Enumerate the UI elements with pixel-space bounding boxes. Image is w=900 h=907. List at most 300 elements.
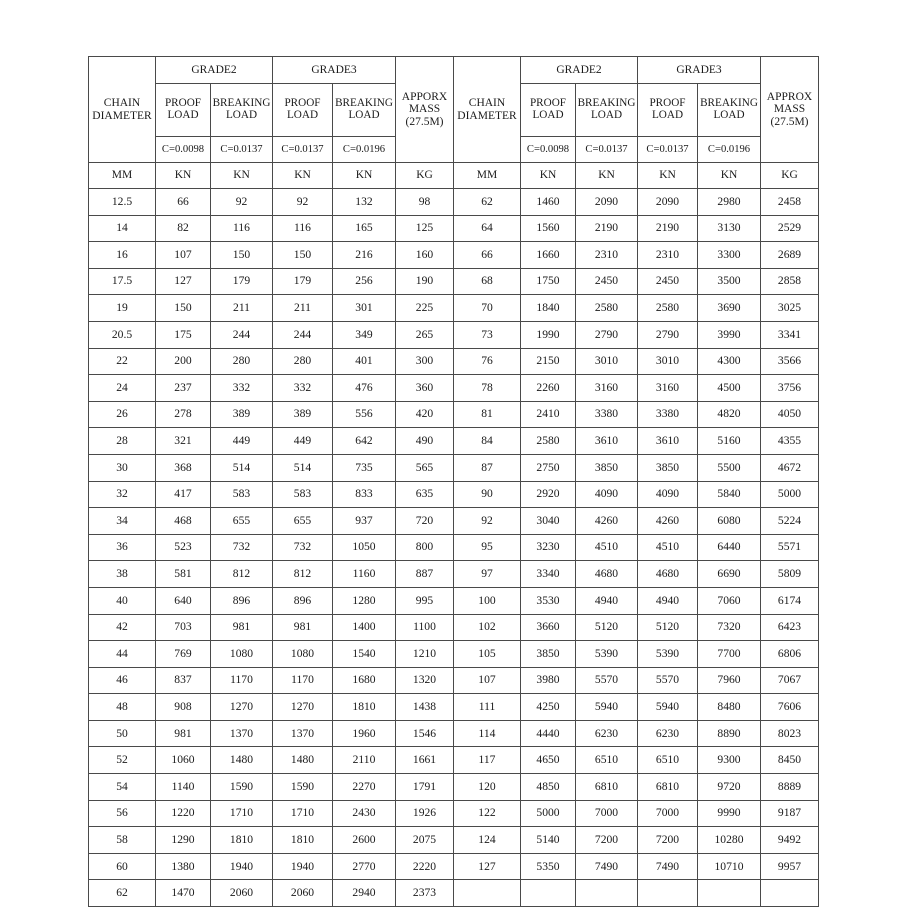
header-g2-proof-right <box>521 84 576 137</box>
table-cell: 4820 <box>698 401 761 428</box>
table-cell: 6810 <box>638 774 698 801</box>
table-cell: 7320 <box>698 614 761 641</box>
table-cell: 3500 <box>698 268 761 295</box>
table-cell: 2110 <box>333 747 396 774</box>
table-body <box>89 189 819 907</box>
table-cell: 244 <box>211 321 273 348</box>
table-row <box>89 827 819 854</box>
table-cell: 2090 <box>576 189 638 216</box>
table-cell: 6806 <box>761 641 819 668</box>
table-cell: 7960 <box>698 667 761 694</box>
table-cell: 52 <box>89 747 156 774</box>
table-cell: 7700 <box>698 641 761 668</box>
header-approx-mass-left <box>396 57 454 163</box>
unit-g3-breaking-right: KN <box>698 163 761 189</box>
label-breaking: BREAKING <box>335 97 393 110</box>
table-cell: 8450 <box>761 747 819 774</box>
table-header <box>89 57 819 189</box>
table-cell: 179 <box>211 268 273 295</box>
table-cell: 6080 <box>698 508 761 535</box>
table-cell: 20.5 <box>89 321 156 348</box>
table-cell: 111 <box>454 694 521 721</box>
table-row <box>89 694 819 721</box>
table-cell: 102 <box>454 614 521 641</box>
table-row <box>89 667 819 694</box>
unit-g2-breaking-right: KN <box>576 163 638 189</box>
table-cell: 122 <box>454 800 521 827</box>
table-cell: 8890 <box>698 720 761 747</box>
header-g2-breaking-right <box>576 84 638 137</box>
table-cell: 1710 <box>273 800 333 827</box>
table-cell: 2858 <box>761 268 819 295</box>
table-cell: 7000 <box>576 800 638 827</box>
table-cell: 3756 <box>761 375 819 402</box>
unit-g3-proof-right: KN <box>638 163 698 189</box>
table-row <box>89 641 819 668</box>
table-cell: 4300 <box>698 348 761 375</box>
table-cell: 5350 <box>521 853 576 880</box>
table-cell: 7200 <box>576 827 638 854</box>
table-cell: 1810 <box>333 694 396 721</box>
table-cell: 837 <box>156 667 211 694</box>
table-cell: 38 <box>89 561 156 588</box>
coef-g3-proof-right: C=0.0137 <box>638 137 698 163</box>
table-cell: 7067 <box>761 667 819 694</box>
table-cell <box>698 880 761 907</box>
table-row <box>89 215 819 242</box>
table-cell: 332 <box>273 375 333 402</box>
table-cell: 1840 <box>521 295 576 322</box>
table-cell: 581 <box>156 561 211 588</box>
label-load: LOAD <box>286 109 319 121</box>
table-cell: 1480 <box>211 747 273 774</box>
header-mass-right-line3: (27.5M) <box>770 115 809 128</box>
table-cell: 2090 <box>638 189 698 216</box>
table-cell: 5390 <box>638 641 698 668</box>
label-breaking: BREAKING <box>700 97 758 110</box>
header-mass-left-line3: (27.5M) <box>405 115 444 128</box>
table-cell: 62 <box>89 880 156 907</box>
table-cell: 66 <box>156 189 211 216</box>
table-cell: 4510 <box>638 534 698 561</box>
table-cell: 642 <box>333 428 396 455</box>
table-cell: 2790 <box>638 321 698 348</box>
header-g2-breaking-left <box>211 84 273 137</box>
table-cell: 124 <box>454 827 521 854</box>
table-cell: 1940 <box>211 853 273 880</box>
table-cell: 190 <box>396 268 454 295</box>
table-cell: 896 <box>273 587 333 614</box>
table-cell: 2450 <box>576 268 638 295</box>
table-cell: 107 <box>454 667 521 694</box>
table-cell: 3380 <box>638 401 698 428</box>
table-cell: 6230 <box>576 720 638 747</box>
unit-g2-proof-left: KN <box>156 163 211 189</box>
table-cell: 1438 <box>396 694 454 721</box>
table-cell: 1470 <box>156 880 211 907</box>
table-cell: 280 <box>211 348 273 375</box>
table-cell: 117 <box>454 747 521 774</box>
table-cell: 6230 <box>638 720 698 747</box>
table-cell: 1750 <box>521 268 576 295</box>
table-cell: 76 <box>454 348 521 375</box>
header-chain-line2: DIAMETER <box>92 109 152 122</box>
table-cell: 5570 <box>638 667 698 694</box>
table-cell: 490 <box>396 428 454 455</box>
unit-g3-proof-left: KN <box>273 163 333 189</box>
table-cell <box>761 880 819 907</box>
table-cell: 1370 <box>211 720 273 747</box>
table-cell: 2260 <box>521 375 576 402</box>
table-cell: 349 <box>333 321 396 348</box>
table-cell: 36 <box>89 534 156 561</box>
table-cell: 116 <box>273 215 333 242</box>
table-cell: 1140 <box>156 774 211 801</box>
table-cell: 2580 <box>576 295 638 322</box>
table-cell: 1400 <box>333 614 396 641</box>
table-cell: 40 <box>89 587 156 614</box>
table-cell: 1810 <box>211 827 273 854</box>
table-cell: 1100 <box>396 614 454 641</box>
table-cell: 937 <box>333 508 396 535</box>
coef-g3-breaking-left: C=0.0196 <box>333 137 396 163</box>
table-cell: 116 <box>211 215 273 242</box>
chain-specification-table <box>88 56 819 907</box>
table-cell: 4250 <box>521 694 576 721</box>
table-row <box>89 774 819 801</box>
table-cell: 8480 <box>698 694 761 721</box>
label-proof: PROOF <box>649 97 686 110</box>
table-cell: 4260 <box>638 508 698 535</box>
table-cell: 800 <box>396 534 454 561</box>
label-load: LOAD <box>713 109 745 121</box>
table-cell: 56 <box>89 800 156 827</box>
table-cell: 2458 <box>761 189 819 216</box>
header-grade2-left: GRADE2 <box>156 57 273 84</box>
table-cell: 368 <box>156 454 211 481</box>
table-cell: 5224 <box>761 508 819 535</box>
table-cell: 583 <box>211 481 273 508</box>
coef-g3-proof-left: C=0.0137 <box>273 137 333 163</box>
table-cell: 1280 <box>333 587 396 614</box>
table-cell: 150 <box>273 242 333 269</box>
table-cell: 120 <box>454 774 521 801</box>
table-cell: 10280 <box>698 827 761 854</box>
table-cell: 5571 <box>761 534 819 561</box>
table-cell: 50 <box>89 720 156 747</box>
table-cell: 4260 <box>576 508 638 535</box>
table-row <box>89 375 819 402</box>
table-cell: 7060 <box>698 587 761 614</box>
table-cell: 635 <box>396 481 454 508</box>
table-cell: 5120 <box>576 614 638 641</box>
table-cell: 7490 <box>576 853 638 880</box>
label-breaking: BREAKING <box>212 97 271 110</box>
table-cell: 1810 <box>273 827 333 854</box>
table-cell: 175 <box>156 321 211 348</box>
table-cell: 87 <box>454 454 521 481</box>
table-row <box>89 853 819 880</box>
table-cell: 3160 <box>576 375 638 402</box>
table-cell: 1680 <box>333 667 396 694</box>
table-cell: 16 <box>89 242 156 269</box>
table-cell: 2190 <box>576 215 638 242</box>
table-cell: 981 <box>273 614 333 641</box>
table-cell: 449 <box>211 428 273 455</box>
table-cell: 3566 <box>761 348 819 375</box>
table-cell: 1080 <box>211 641 273 668</box>
table-cell: 9720 <box>698 774 761 801</box>
table-cell: 114 <box>454 720 521 747</box>
header-row-grade <box>89 57 819 84</box>
table-cell: 8023 <box>761 720 819 747</box>
table-cell: 4940 <box>638 587 698 614</box>
table-cell: 1710 <box>211 800 273 827</box>
table-cell: 4440 <box>521 720 576 747</box>
table-cell: 32 <box>89 481 156 508</box>
table-cell: 2150 <box>521 348 576 375</box>
table-cell: 468 <box>156 508 211 535</box>
table-cell: 1160 <box>333 561 396 588</box>
table-cell: 735 <box>333 454 396 481</box>
table-cell: 401 <box>333 348 396 375</box>
table-cell: 1660 <box>521 242 576 269</box>
table-cell: 1060 <box>156 747 211 774</box>
header-g2-proof-left <box>156 84 211 137</box>
table-cell: 3010 <box>576 348 638 375</box>
table-cell: 833 <box>333 481 396 508</box>
table-row <box>89 508 819 535</box>
table-cell: 92 <box>211 189 273 216</box>
table-cell: 301 <box>333 295 396 322</box>
header-chain-line2-right: DIAMETER <box>457 109 517 122</box>
unit-mass-left: KG <box>396 163 454 189</box>
table-cell: 70 <box>454 295 521 322</box>
table-cell: 42 <box>89 614 156 641</box>
table-cell: 360 <box>396 375 454 402</box>
table-cell <box>521 880 576 907</box>
table-cell: 812 <box>211 561 273 588</box>
table-cell: 2310 <box>638 242 698 269</box>
table-cell: 5570 <box>576 667 638 694</box>
table-cell: 2940 <box>333 880 396 907</box>
table-cell: 1540 <box>333 641 396 668</box>
table-cell: 5940 <box>638 694 698 721</box>
table-row <box>89 880 819 907</box>
table-cell: 332 <box>211 375 273 402</box>
table-cell: 24 <box>89 375 156 402</box>
table-cell: 1791 <box>396 774 454 801</box>
table-cell <box>454 880 521 907</box>
table-cell: 14 <box>89 215 156 242</box>
table-cell: 3850 <box>576 454 638 481</box>
table-cell: 812 <box>273 561 333 588</box>
table-row <box>89 321 819 348</box>
table-cell: 1210 <box>396 641 454 668</box>
table-cell: 78 <box>454 375 521 402</box>
table-cell: 132 <box>333 189 396 216</box>
table-cell: 1270 <box>211 694 273 721</box>
table-cell: 896 <box>211 587 273 614</box>
table-cell: 1290 <box>156 827 211 854</box>
header-chain-line1-right: CHAIN <box>468 97 506 110</box>
table-cell: 9300 <box>698 747 761 774</box>
table-row <box>89 454 819 481</box>
table-row <box>89 428 819 455</box>
table-cell: 6510 <box>576 747 638 774</box>
table-row <box>89 747 819 774</box>
table-cell: 34 <box>89 508 156 535</box>
table-cell: 2410 <box>521 401 576 428</box>
table-row <box>89 800 819 827</box>
unit-mass-right: KG <box>761 163 819 189</box>
table-cell: 127 <box>454 853 521 880</box>
table-cell: 107 <box>156 242 211 269</box>
table-cell: 6440 <box>698 534 761 561</box>
table-row <box>89 720 819 747</box>
table-cell: 92 <box>454 508 521 535</box>
unit-g2-breaking-left: KN <box>211 163 273 189</box>
table-row <box>89 295 819 322</box>
header-mass-right-line2: MASS <box>773 103 806 116</box>
table-cell: 4672 <box>761 454 819 481</box>
table-cell: 4940 <box>576 587 638 614</box>
table-cell: 4355 <box>761 428 819 455</box>
table-cell: 5140 <box>521 827 576 854</box>
table-cell: 2310 <box>576 242 638 269</box>
table-cell: 244 <box>273 321 333 348</box>
table-cell: 4500 <box>698 375 761 402</box>
table-cell: 3341 <box>761 321 819 348</box>
header-g3-proof-left <box>273 84 333 137</box>
table-cell: 1320 <box>396 667 454 694</box>
table-cell: 6810 <box>576 774 638 801</box>
table-cell: 66 <box>454 242 521 269</box>
label-load: LOAD <box>651 109 684 121</box>
table-cell: 90 <box>454 481 521 508</box>
table-cell: 73 <box>454 321 521 348</box>
table-cell: 2600 <box>333 827 396 854</box>
table-cell: 4090 <box>638 481 698 508</box>
table-cell: 6690 <box>698 561 761 588</box>
table-cell: 3990 <box>698 321 761 348</box>
label-proof: PROOF <box>529 97 567 110</box>
table-cell: 58 <box>89 827 156 854</box>
table-row <box>89 268 819 295</box>
table-cell: 640 <box>156 587 211 614</box>
table-row <box>89 189 819 216</box>
table-cell: 5390 <box>576 641 638 668</box>
table-cell: 1560 <box>521 215 576 242</box>
table-cell: 2920 <box>521 481 576 508</box>
table-cell: 6423 <box>761 614 819 641</box>
table-cell: 8889 <box>761 774 819 801</box>
table-cell: 3010 <box>638 348 698 375</box>
table-cell: 3025 <box>761 295 819 322</box>
table-cell: 1080 <box>273 641 333 668</box>
header-grade3-left: GRADE3 <box>273 57 396 84</box>
table-cell: 514 <box>273 454 333 481</box>
table-cell: 81 <box>454 401 521 428</box>
table-cell: 278 <box>156 401 211 428</box>
table-cell: 22 <box>89 348 156 375</box>
coef-g2-proof-left: C=0.0098 <box>156 137 211 163</box>
table-cell: 1370 <box>273 720 333 747</box>
table-cell: 3130 <box>698 215 761 242</box>
table-cell: 2790 <box>576 321 638 348</box>
table-cell: 4090 <box>576 481 638 508</box>
header-grade2-right: GRADE2 <box>521 57 638 84</box>
table-cell: 265 <box>396 321 454 348</box>
table-cell: 389 <box>273 401 333 428</box>
table-cell: 3230 <box>521 534 576 561</box>
table-cell: 6510 <box>638 747 698 774</box>
table-cell: 9990 <box>698 800 761 827</box>
table-cell: 1661 <box>396 747 454 774</box>
table-cell: 1380 <box>156 853 211 880</box>
table-row <box>89 348 819 375</box>
table-row <box>89 481 819 508</box>
label-load: LOAD <box>348 109 380 121</box>
header-g3-proof-right <box>638 84 698 137</box>
table-cell: 60 <box>89 853 156 880</box>
coef-g2-breaking-left: C=0.0137 <box>211 137 273 163</box>
table-cell: 4850 <box>521 774 576 801</box>
table-cell: 2075 <box>396 827 454 854</box>
table-cell: 1590 <box>273 774 333 801</box>
coef-g3-breaking-right: C=0.0196 <box>698 137 761 163</box>
table-cell: 523 <box>156 534 211 561</box>
table-cell: 7490 <box>638 853 698 880</box>
table-cell: 476 <box>333 375 396 402</box>
table-cell: 28 <box>89 428 156 455</box>
unit-g3-breaking-left: KN <box>333 163 396 189</box>
table-cell: 7000 <box>638 800 698 827</box>
table-cell: 127 <box>156 268 211 295</box>
table-cell: 389 <box>211 401 273 428</box>
spec-table-sheet <box>88 56 812 907</box>
table-cell: 2450 <box>638 268 698 295</box>
table-cell: 4650 <box>521 747 576 774</box>
coef-g2-proof-right: C=0.0098 <box>521 137 576 163</box>
table-cell: 3850 <box>521 641 576 668</box>
table-cell: 30 <box>89 454 156 481</box>
table-cell: 5160 <box>698 428 761 455</box>
table-cell: 2270 <box>333 774 396 801</box>
table-cell: 583 <box>273 481 333 508</box>
table-cell: 2430 <box>333 800 396 827</box>
table-cell: 17.5 <box>89 268 156 295</box>
label-breaking: BREAKING <box>577 97 636 110</box>
table-cell: 769 <box>156 641 211 668</box>
table-cell: 3300 <box>698 242 761 269</box>
table-cell: 225 <box>396 295 454 322</box>
label-proof: PROOF <box>284 97 321 110</box>
table-cell: 211 <box>273 295 333 322</box>
table-cell: 300 <box>396 348 454 375</box>
table-cell: 3850 <box>638 454 698 481</box>
header-mass-left-line2: MASS <box>408 103 441 116</box>
header-approx-mass-right <box>761 57 819 163</box>
table-cell: 3160 <box>638 375 698 402</box>
table-cell: 1220 <box>156 800 211 827</box>
table-cell: 9957 <box>761 853 819 880</box>
table-row <box>89 587 819 614</box>
table-cell: 7606 <box>761 694 819 721</box>
table-cell: 105 <box>454 641 521 668</box>
table-cell: 2689 <box>761 242 819 269</box>
table-cell: 256 <box>333 268 396 295</box>
